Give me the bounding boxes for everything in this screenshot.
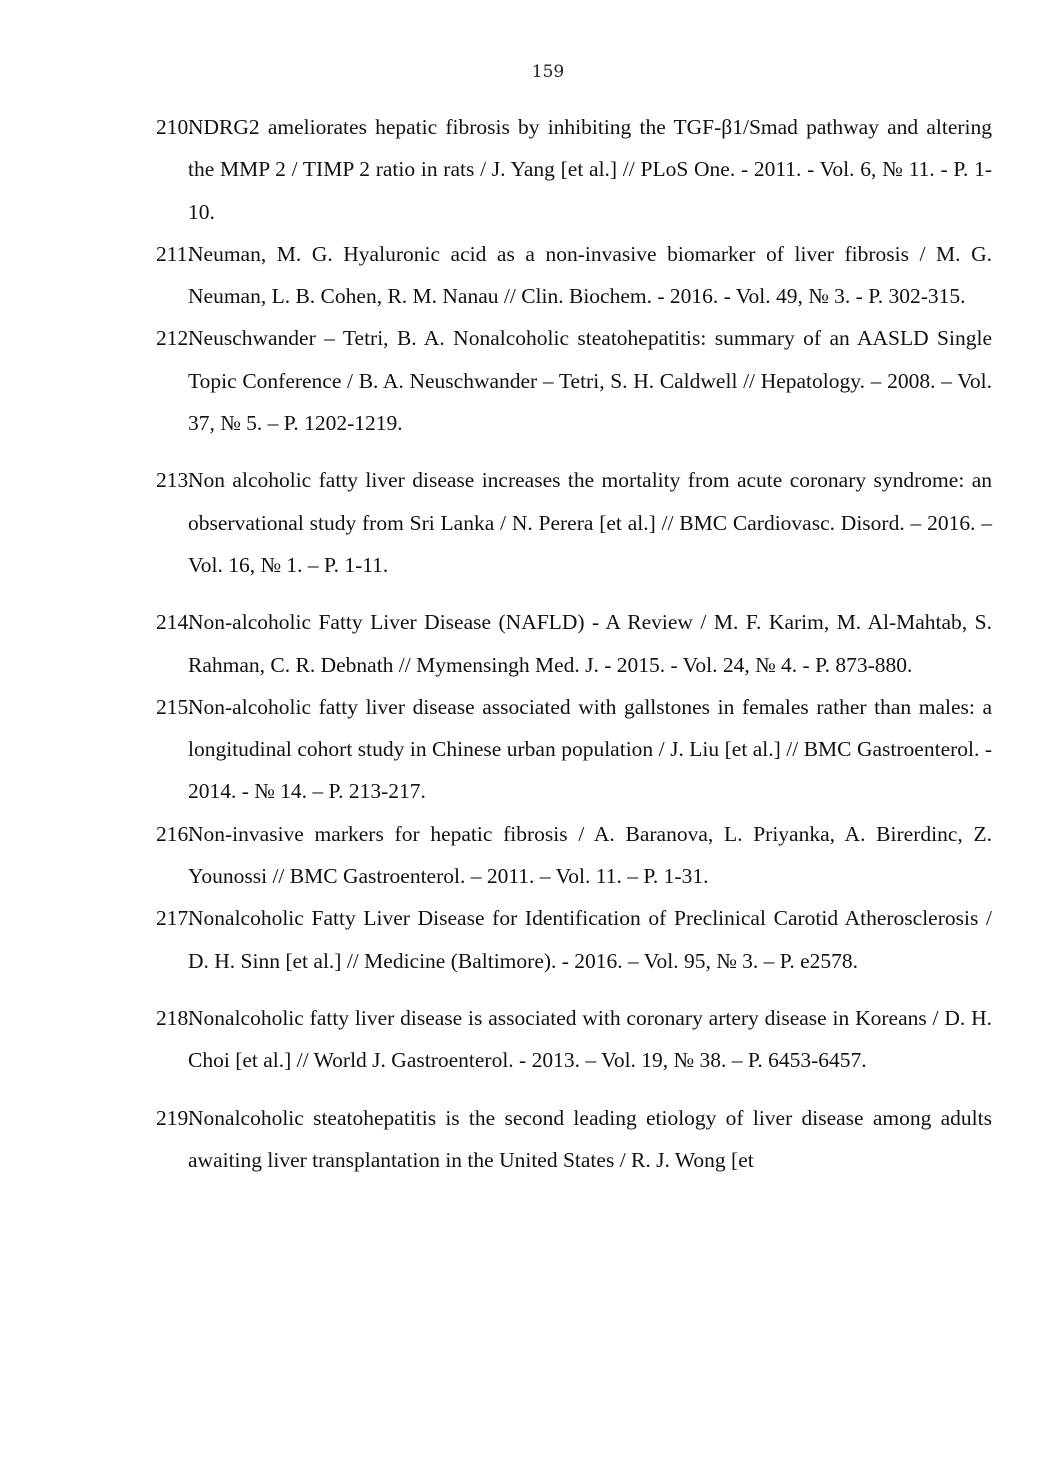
reference-item-216 [156, 813, 992, 898]
reference-item-217 [156, 897, 992, 982]
reference-text: Nonalcoholic fatty liver disease is associated with coronary artery disease in Koreans / D. H. Choi [et al.] // World J. Gastroenterol. - 2013. – Vol. 19, № 38. – P. 6453-6457. [188, 1005, 992, 1073]
reference-item-213 [156, 459, 992, 586]
reference-text: Non-alcoholic Fatty Liver Disease (NAFLD) - A Review / M. F. Karim, M. Al-Mahtab, S. Rahman, C. R. Debnath // Mymensingh Med. J. - 2015. - Vol. 24, № 4. - P. 873-880. [188, 610, 992, 677]
reference-list [156, 106, 992, 1181]
reference-number: 213. [156, 468, 194, 493]
reference-item-211 [156, 233, 992, 318]
reference-number: 214. [156, 610, 194, 635]
reference-text: Non alcoholic fatty liver disease increases the mortality from acute coronary syndrome: an observational study from Sri Lanka / N. Perera [et al.] // BMC Cardiovasc. Disord. – 2016. –Vol. 16, № 1. – P. 1-11. [188, 468, 992, 577]
reference-text: Non-alcoholic fatty liver disease associated with gallstones in females rather than males: a longitudinal cohort study in Chinese urban population / J. Liu [et al.] // BMC Gastroenterol. - 2014. - № 14. – P. 213-217. [188, 694, 992, 804]
reference-item-210 [156, 106, 992, 233]
reference-text: Nonalcoholic Fatty Liver Disease for Identification of Preclinical Carotid Atherosclerosis / D. H. Sinn [et al.] // Medicine (Baltimore). - 2016. – Vol. 95, № 3. – P. e2578. [188, 906, 992, 973]
reference-text: Neuschwander – Tetri, B. A. Nonalcoholic steatohepatitis: summary of an AASLD Single Topic Conference / B. A. Neuschwander – Tetri, S. H. Caldwell // Hepatology. – 2008. – Vol. 37, № 5. – P. 1202-1219. [188, 326, 992, 436]
reference-item-215 [156, 686, 992, 813]
reference-number: 212. [156, 326, 194, 351]
reference-text: Non-invasive markers for hepatic fibrosis / A. Baranova, L. Priyanka, A. Birerdinc, Z. Younossi // BMC Gastroenterol. – 2011. – Vol. 11. – P. 1-31. [188, 821, 992, 889]
reference-text: NDRG2 ameliorates hepatic fibrosis by inhibiting the TGF-β1/Smad pathway and altering the MMP 2 / TIMP 2 ratio in rats / J. Yang [et al.] // PLoS One. - 2011. - Vol. 6, № 11. - P. 1-10. [188, 115, 992, 224]
reference-number: 219. [156, 1105, 194, 1130]
reference-number: 218. [156, 1005, 194, 1030]
reference-text: Neuman, M. G. Hyaluronic acid as a non-invasive biomarker of liver fibrosis / M. G. Neuman, L. B. Cohen, R. M. Nanau // Clin. Biochem. - 2016. - Vol. 49, № 3. - P. 302-315. [188, 241, 992, 309]
reference-number: 210. [156, 115, 194, 139]
reference-item-212 [156, 317, 992, 444]
page-number: 159 [531, 62, 565, 82]
reference-number: 211. [156, 241, 193, 266]
reference-number: 216. [156, 821, 194, 846]
reference-item-214 [156, 601, 992, 686]
reference-text: Nonalcoholic steatohepatitis is the second leading etiology of liver disease among adults awaiting liver transplantation in the United States / R. J. Wong [et [188, 1105, 992, 1172]
reference-item-219 [156, 1097, 992, 1182]
reference-number: 215. [156, 694, 194, 719]
reference-item-218 [156, 997, 992, 1082]
reference-number: 217. [156, 906, 194, 931]
